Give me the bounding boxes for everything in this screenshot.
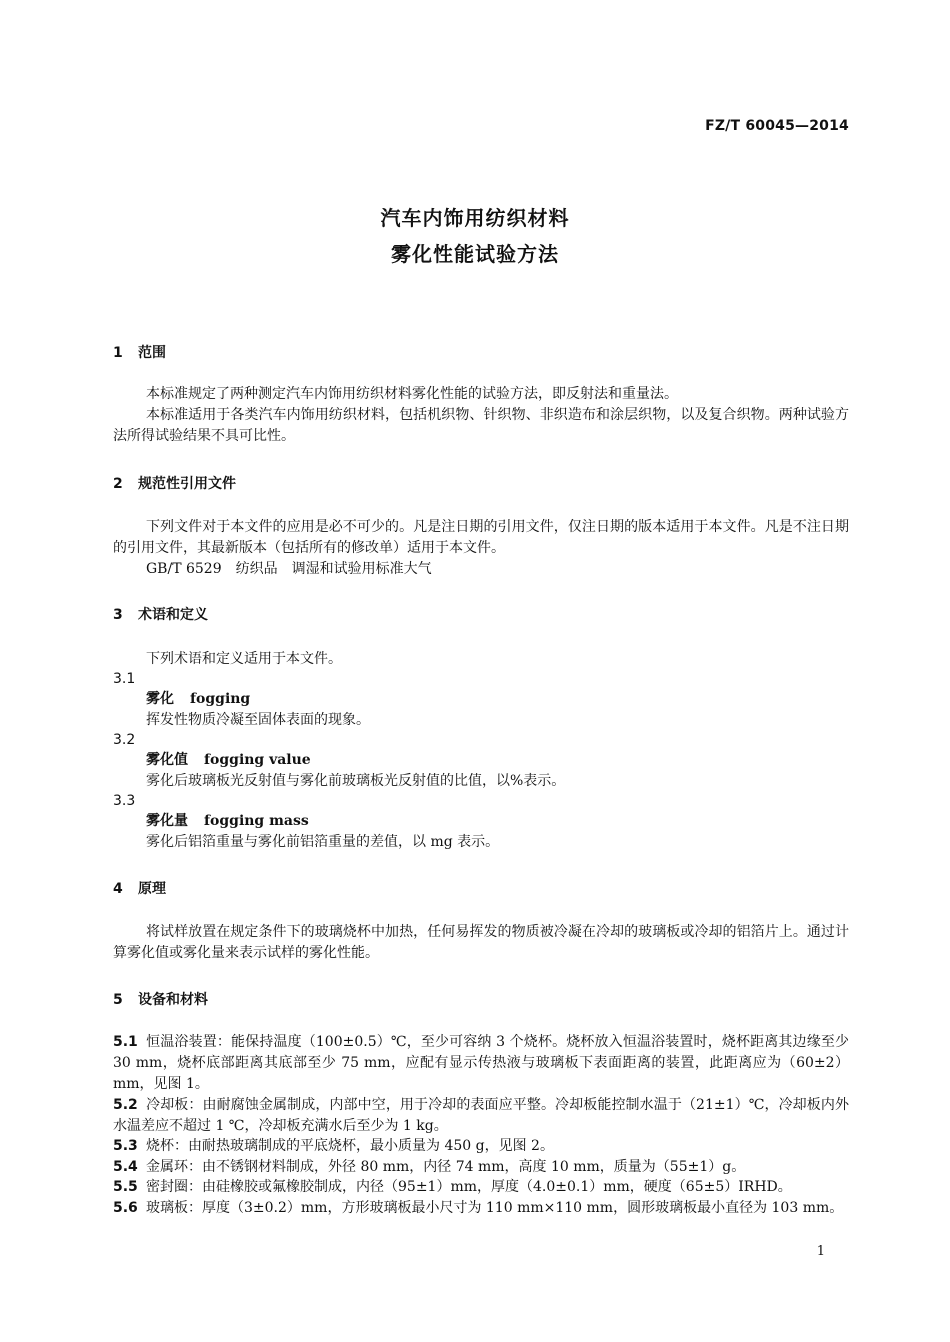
section-title: 原理 — [138, 881, 166, 897]
section-5-heading — [113, 989, 208, 1009]
section-1-paragraph-1: 本标准规定了两种测定汽车内饰用纺织材料雾化性能的试验方法，即反射法和重量法。 — [146, 386, 678, 402]
term-english: fogging value — [204, 752, 311, 768]
equipment-item — [113, 1032, 849, 1095]
section-title: 规范性引用文件 — [138, 476, 236, 492]
section-title: 范围 — [138, 345, 166, 361]
term-english: fogging — [190, 691, 251, 707]
item-number: 5.2 — [113, 1097, 138, 1113]
term-chinese: 雾化值 — [146, 752, 188, 768]
term-chinese: 雾化 — [146, 691, 174, 707]
section-title: 术语和定义 — [138, 607, 208, 623]
equipment-item — [113, 1157, 849, 1178]
equipment-item — [113, 1095, 849, 1137]
document-title-line2: 雾化性能试验方法 — [391, 242, 559, 266]
term-definition: 雾化后玻璃板光反射值与雾化前玻璃板光反射值的比值，以%表示。 — [146, 773, 566, 789]
section-2-paragraph-1: 下列文件对于本文件的应用是必不可少的。凡是注日期的引用文件，仅注日期的版本适用于本文件。凡是不注日期的引用文件，其最新版本（包括所有的修改单）适用于本文件。 — [113, 519, 849, 556]
section-number: 4 — [113, 881, 123, 897]
section-2-heading — [113, 473, 236, 493]
normative-reference: GB/T 6529 纺织品 调湿和试验用标准大气 — [146, 561, 432, 577]
item-text: 烧杯：由耐热玻璃制成的平底烧杯，最小质量为 450 g，见图 2。 — [146, 1138, 554, 1154]
section-number: 1 — [113, 345, 123, 361]
item-text: 金属环：由不锈钢材料制成，外径 80 mm，内径 74 mm，高度 10 mm，质量为（55±1）g。 — [146, 1159, 746, 1175]
standard-code: FZ/T 60045—2014 — [705, 118, 849, 134]
section-number: 3 — [113, 607, 123, 623]
term-definition: 雾化后铝箔重量与雾化前铝箔重量的差值，以 mg 表示。 — [146, 834, 500, 850]
item-text: 恒温浴装置：能保持温度（100±0.5）℃，至少可容纳 3 个烧杯。烧杯放入恒温浴装置时，烧杯距离其边缘至少 30 mm，烧杯底部距离其底部至少 75 mm，应配有显示传热液与玻璃板下表面距离的装置，此距离应为（60±2）mm，见图 1。 — [113, 1034, 849, 1092]
item-text: 密封圈：由硅橡胶或氟橡胶制成，内径（95±1）mm，厚度（4.0±0.1）mm，硬度（65±5）IRHD。 — [146, 1179, 792, 1195]
section-1-heading — [113, 342, 166, 362]
section-title: 设备和材料 — [138, 992, 208, 1008]
section-1-paragraph-2: 本标准适用于各类汽车内饰用纺织材料，包括机织物、针织物、非织造布和涂层织物，以及复合织物。两种试验方法所得试验结果不具可比性。 — [113, 407, 849, 444]
equipment-item — [113, 1136, 849, 1157]
item-number: 5.3 — [113, 1138, 138, 1154]
equipment-item — [113, 1177, 849, 1198]
item-number: 5.1 — [113, 1034, 138, 1050]
term-number: 3.2 — [113, 732, 136, 748]
section-4-paragraph-1: 将试样放置在规定条件下的玻璃烧杯中加热，任何易挥发的物质被冷凝在冷却的玻璃板或冷却的铝箔片上。通过计算雾化值或雾化量来表示试样的雾化性能。 — [113, 924, 849, 961]
section-3-heading — [113, 604, 208, 624]
term-chinese: 雾化量 — [146, 813, 188, 829]
term-heading — [146, 689, 250, 710]
term-definition: 挥发性物质冷凝至固体表面的现象。 — [146, 712, 370, 728]
item-text: 冷却板：由耐腐蚀金属制成，内部中空，用于冷却的表面应平整。冷却板能控制水温于（21±1）℃，冷却板内外水温差应不超过 1 ℃，冷却板充满水后至少为 1 kg。 — [113, 1097, 849, 1134]
page-number: 1 — [816, 1244, 825, 1259]
term-heading — [146, 811, 309, 832]
section-4-heading — [113, 878, 166, 898]
item-number: 5.4 — [113, 1159, 138, 1175]
item-number: 5.5 — [113, 1179, 138, 1195]
term-english: fogging mass — [204, 813, 309, 829]
document-title-line1: 汽车内饰用纺织材料 — [380, 206, 570, 230]
section-number: 5 — [113, 992, 123, 1008]
section-number: 2 — [113, 476, 123, 492]
equipment-item — [113, 1198, 849, 1219]
term-heading — [146, 750, 311, 771]
item-number: 5.6 — [113, 1200, 138, 1216]
section-3-intro: 下列术语和定义适用于本文件。 — [146, 651, 342, 667]
term-number: 3.3 — [113, 793, 136, 809]
term-number: 3.1 — [113, 671, 136, 687]
item-text: 玻璃板：厚度（3±0.2）mm，方形玻璃板最小尺寸为 110 mm×110 mm，圆形玻璃板最小直径为 103 mm。 — [146, 1200, 844, 1216]
